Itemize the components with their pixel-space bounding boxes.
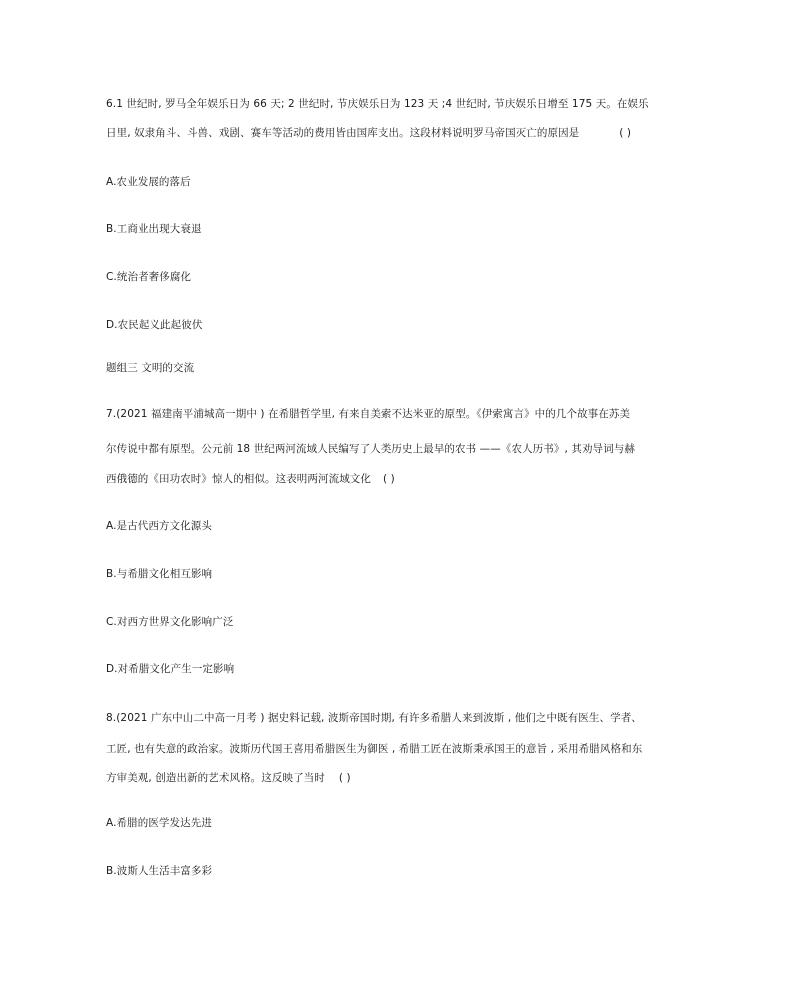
answer-bracket: ( )	[619, 127, 632, 139]
option-d: D.对希腊文化产生一定影响	[106, 663, 235, 675]
question-7-line-2: 尔传说中都有原型。公元前 18 世纪两河流域人民编写了人类历史上最早的农书 ——《农人历书》, 其劝导词与赫	[106, 443, 635, 455]
question-8-line-2: 工匠, 也有失意的政治家。波斯历代国王喜用希腊医生为御医 , 希腊工匠在波斯秉承国王的意旨 , 采用希腊风格和东	[106, 743, 643, 755]
question-6-line-1: 6.1 世纪时, 罗马全年娱乐日为 66 天; 2 世纪时, 节庆娱乐日为 123 天 ;4 世纪时, 节庆娱乐日增至 175 天。在娱乐	[106, 98, 649, 110]
option-c: C.统治者奢侈腐化	[106, 271, 192, 283]
option-a: A.农业发展的落后	[106, 176, 191, 188]
answer-bracket: ( )	[383, 473, 395, 485]
question-7-line-1: 7.(2021 福建南平浦城高一期中 ) 在希腊哲学里, 有来自美索不达米亚的原型。《伊索寓言》中的几个故事在苏美	[106, 408, 631, 420]
question-7-stem-end: 西俄德的《田功农时》惊人的相似。这表明两河流域文化	[106, 473, 371, 485]
question-8-line-1: 8.(2021 广东中山二中高一月考 ) 据史料记载, 波斯帝国时期, 有许多希腊人来到波斯 , 他们之中既有医生、学者、	[106, 712, 642, 724]
section-heading: 题组三 文明的交流	[106, 362, 195, 374]
option-b: B.工商业出现大衰退	[106, 223, 202, 235]
option-b: B.波斯人生活丰富多彩	[106, 865, 213, 877]
option-b: B.与希腊文化相互影响	[106, 568, 213, 580]
option-a: A.希腊的医学发达先进	[106, 817, 212, 829]
question-6-stem-end: 日里, 奴隶角斗、斗兽、戏剧、赛车等活动的费用皆由国库支出。这段材料说明罗马帝国灭亡的原因是	[106, 127, 580, 139]
question-6-line-2	[106, 126, 631, 140]
question-7-line-3	[106, 472, 395, 486]
question-8-line-3	[106, 771, 351, 785]
option-c: C.对西方世界文化影响广泛	[106, 616, 234, 628]
option-d: D.农民起义此起彼伏	[106, 319, 203, 331]
answer-bracket: ( )	[338, 772, 351, 784]
question-8-stem-end: 方审美观, 创造出新的艺术风格。这反映了当时	[106, 772, 325, 784]
option-a: A.是古代西方文化源头	[106, 520, 212, 532]
